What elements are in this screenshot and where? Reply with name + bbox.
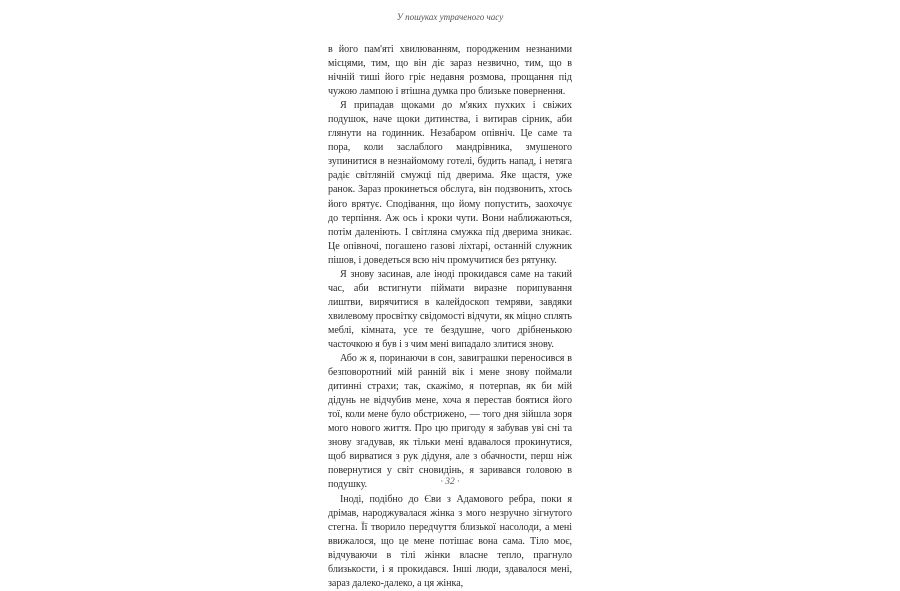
paragraph: Я знову засинав, але іноді прокидався саме на такий час, аби встигнути піймати виразне порипування лиштви, вирячитися в калейдоскоп темряви, завдяки хвилевому просвітку свідомості відчути, як міцно сплять меблі, кімната, усе те бездушне, чого дрібненькою часточкою я був і з чим мені випадало злитися знову. xyxy=(328,268,572,350)
body-text xyxy=(328,43,572,591)
paragraph: Я припадав щоками до м'яких пухких і свіжих подушок, наче щоки дитинства, і витирав сірник, аби глянути на годинник. Незабаром опівніч. Це саме та пора, коли заслаблого мандрівника, змушеного зупинитися в незнайомому готелі, будить напад, і нетяга радіє світляній смужці під дверима. Яке щастя, уже ранок. Зараз прокинеться обслуга, він подзвонить, хтось його врятує. Сподівання, що йому попустить, заохочує до терпіння. Аж ось і кроки чути. Вони наближаються, потім даленіють. І світляна смужка під дверима зникає. Це опівночі, погашено газові ліхтарі, останній служник пішов, і доведеться всю ніч промучитися без рятунку. xyxy=(328,100,572,266)
book-page xyxy=(328,0,572,589)
running-head: У пошуках утраченого часу xyxy=(396,12,504,22)
paragraph: Або ж я, поринаючи в сон, завиграшки переносився в безповоротний мій ранній вік і мене знову поймали дитинні страхи; так, скажімо, я потерпав, як би мій дідунь не відчубив мене, хоча я перестав боятися його тої, коли мене було обстрижено, — того дня зійшла зоря мого нового життя. Про цю пригоду я забував уві сні та знову згадував, як тільки мені вдавалося прокинутися, щоб вирватися з рук дідуня, але з обачности, перш ніж повернутися у світ сновидінь, я заривався головою в подушку. xyxy=(328,353,572,491)
paragraph: в його пам'яті хвилюванням, породженим незнаними місцями, тим, що він діє зараз незвично, тим, що в нічній тиші його гріє недавня розмова, прощання під чужою лампою і втішна думка про близьке повернення. xyxy=(328,44,572,98)
paragraph: Іноді, подібно до Єви з Адамового ребра, поки я дрімав, народжувалася жінка з мого незручно зігнутого стегна. Її творило передчуття близької насолоди, а мені ввижалося, що це мене потішає вона сама. Тіло моє, відчуваючи в тілі жінки власне тепло, прагнуло близькости, і я прокидався. Інші люди, здавалося мені, зараз далеко-далеко, а ця жінка, xyxy=(328,493,572,589)
page-number: · 32 · xyxy=(440,477,460,487)
